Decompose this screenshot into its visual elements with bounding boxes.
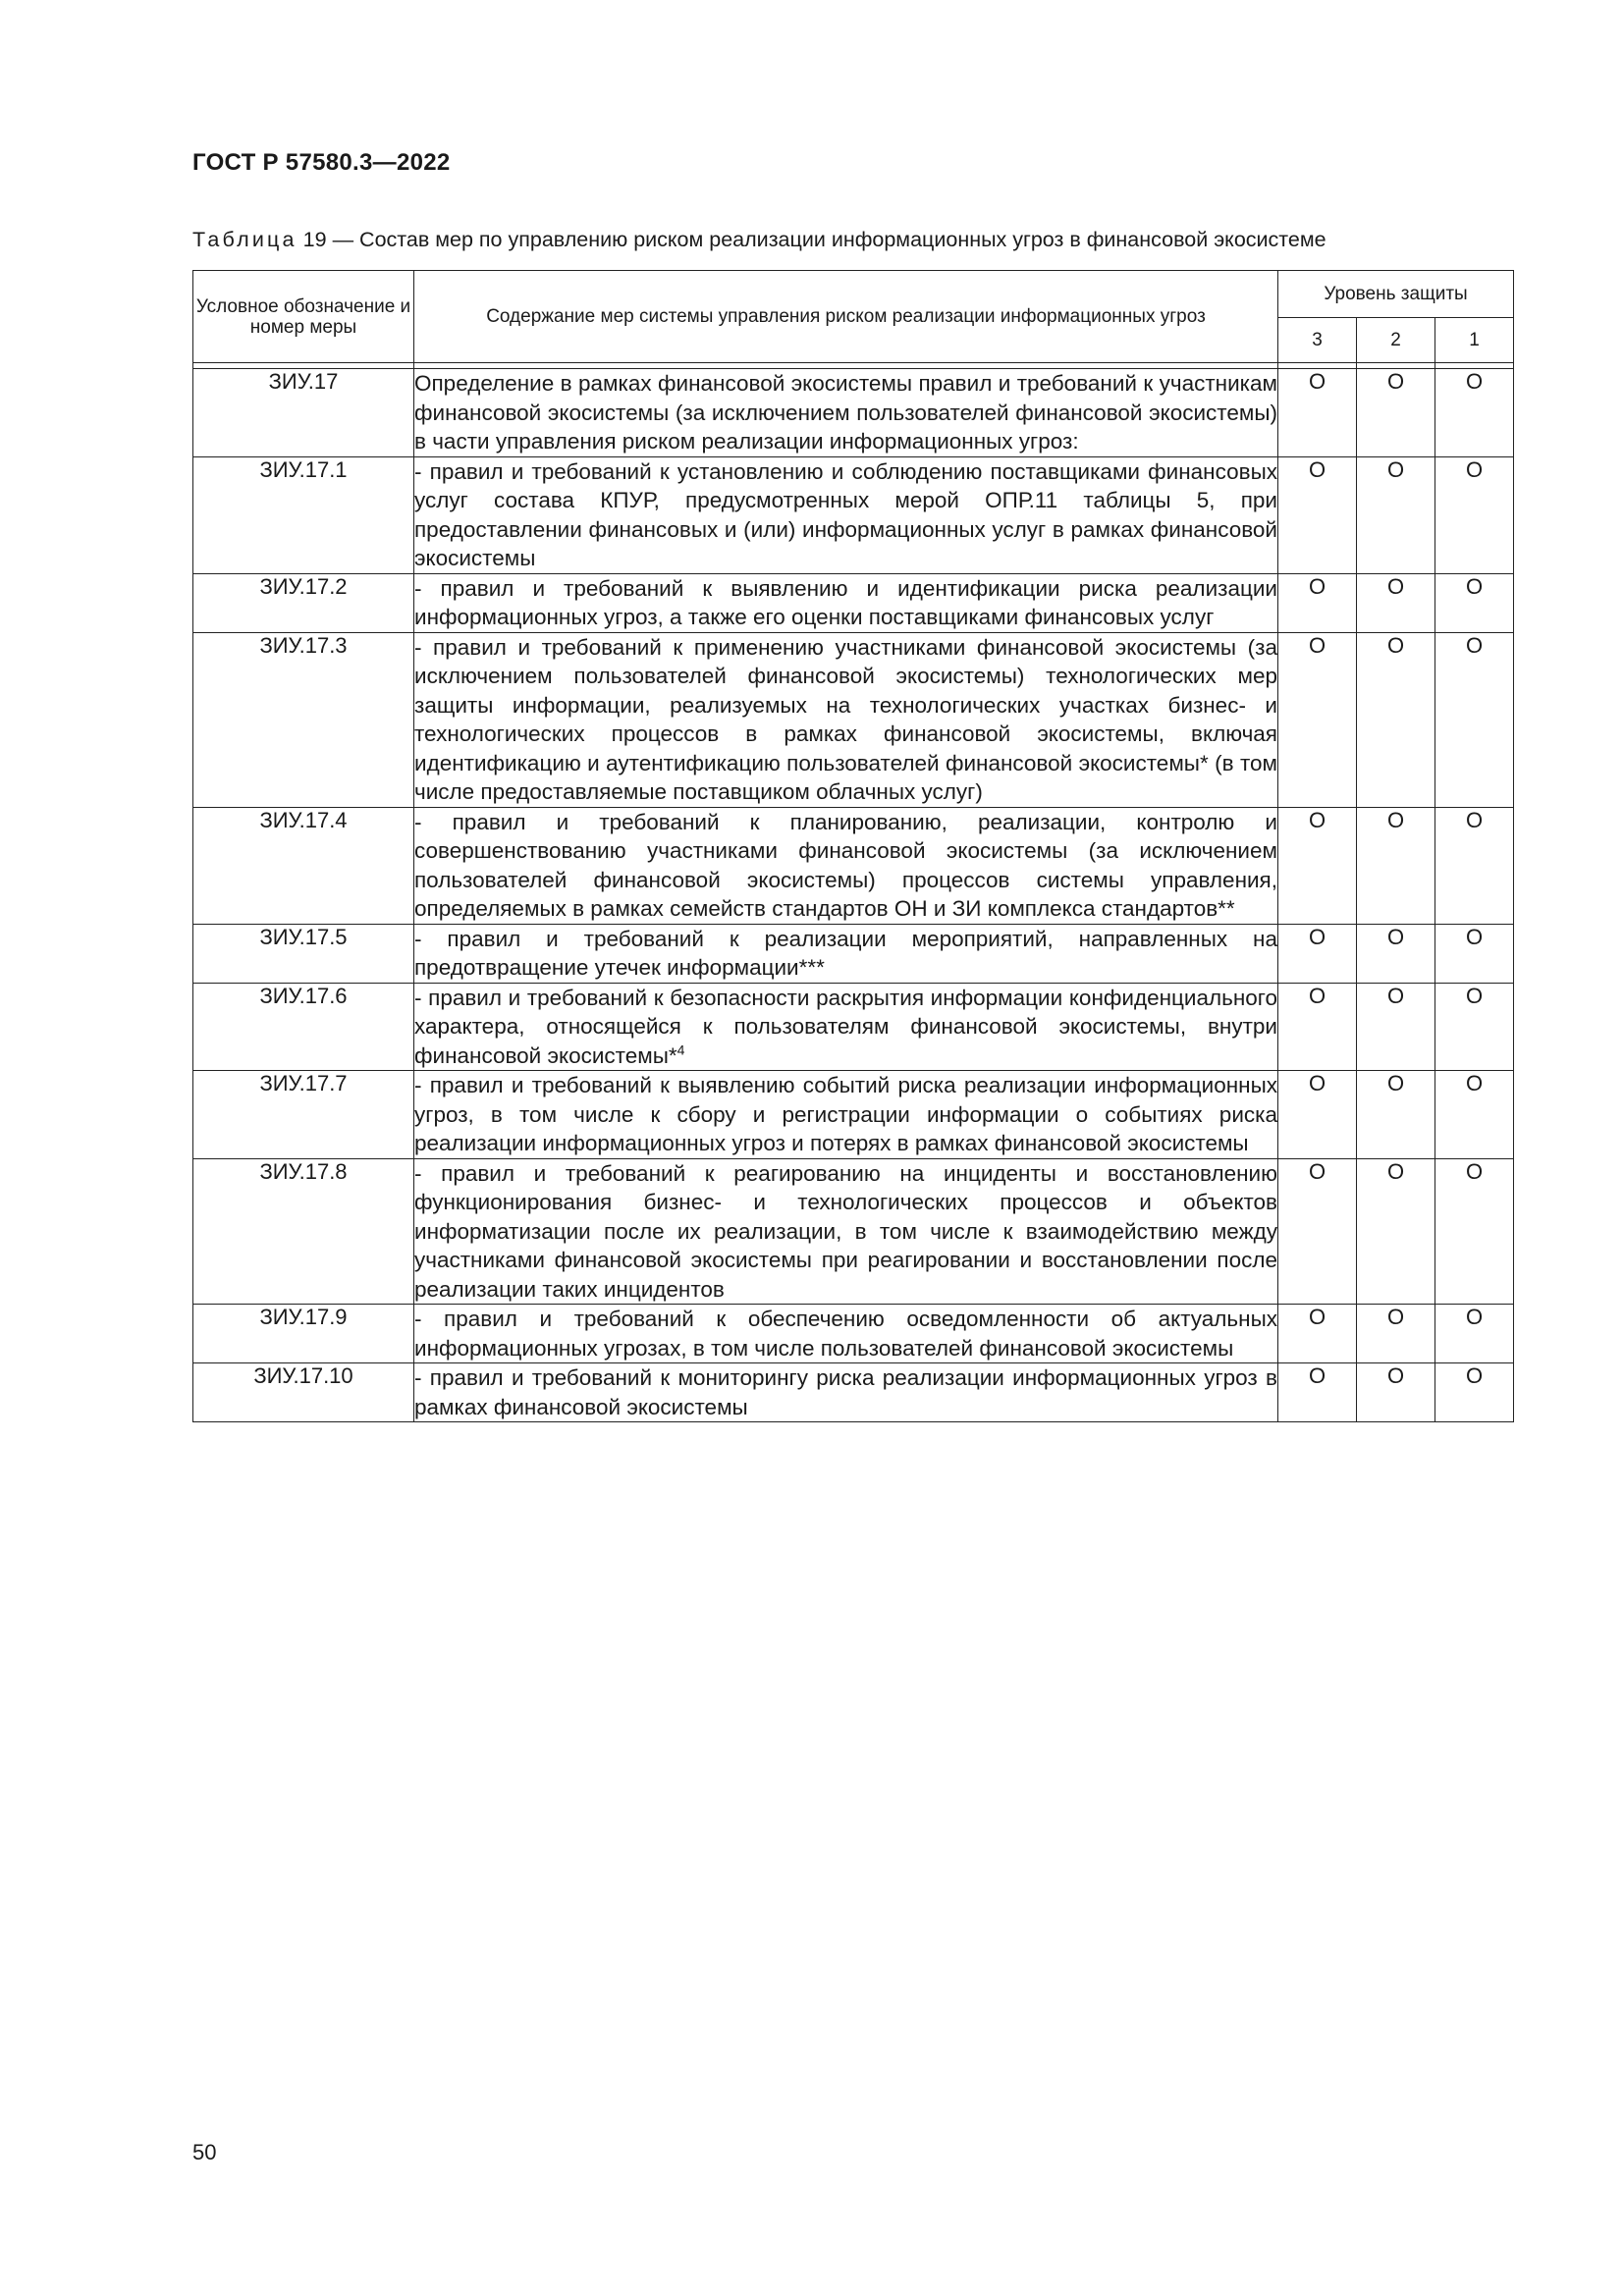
table-row: [193, 369, 1514, 457]
measure-code: ЗИУ.17.9: [193, 1305, 414, 1363]
table-row: [193, 1158, 1514, 1305]
column-header-content: Содержание мер системы управления риском реализации информационных угроз: [414, 271, 1278, 363]
level-2-mark: О: [1357, 1305, 1435, 1363]
level-2-mark: О: [1357, 1071, 1435, 1159]
level-3-mark: О: [1278, 807, 1357, 924]
measure-content: [414, 1363, 1278, 1422]
level-2-mark: О: [1357, 1363, 1435, 1422]
measure-content: [414, 573, 1278, 632]
level-2-mark: О: [1357, 924, 1435, 983]
level-2-mark: О: [1357, 456, 1435, 573]
level-3-mark: О: [1278, 1363, 1357, 1422]
measure-content-text: - правил и требований к реагированию на инциденты и восстановлению функционирования бизнес- и технологических процессов и объектов информатизации после их реализации, в том числе к взаимодействию между участниками финансовой экосистемы при реагировании и восстановлении после реализации таких инцидентов: [414, 1160, 1277, 1302]
measure-content: [414, 369, 1278, 457]
level-3-mark: О: [1278, 1305, 1357, 1363]
table-body: [193, 369, 1514, 1422]
measure-content: [414, 1071, 1278, 1159]
measure-content-text: - правил и требований к безопасности раскрытия информации конфиденциального характера, относящейся к пользователям финансовой экосистемы, внутри финансовой экосистемы*: [414, 985, 1277, 1068]
level-2-mark: О: [1357, 632, 1435, 807]
level-2-mark: О: [1357, 807, 1435, 924]
table-row: [193, 456, 1514, 573]
table-row: [193, 1305, 1514, 1363]
measure-code: ЗИУ.17.4: [193, 807, 414, 924]
page-number: 50: [192, 2140, 217, 2164]
measure-content-text: - правил и требований к обеспечению осведомленности об актуальных информационных угрозах, в том числе пользователей финансовой экосистемы: [414, 1307, 1277, 1361]
measure-content: [414, 924, 1278, 983]
table-row: [193, 573, 1514, 632]
column-header-level-3: 3: [1278, 318, 1357, 363]
measure-code: ЗИУ.17.6: [193, 983, 414, 1071]
table-row: [193, 632, 1514, 807]
measure-content: [414, 983, 1278, 1071]
column-header-code: Условное обозначение и номер меры: [193, 271, 414, 363]
table-caption-label: Таблица: [192, 228, 298, 251]
level-3-mark: О: [1278, 573, 1357, 632]
measure-content: [414, 1158, 1278, 1305]
measure-content-text: - правил и требований к установлению и соблюдению поставщиками финансовых услуг состава КПУР, предусмотренных мерой ОПР.11 таблицы 5, при предоставлении финансовых и (или) информационных услуг в рамках финансовой экосистемы: [414, 458, 1277, 570]
level-2-mark: О: [1357, 573, 1435, 632]
level-3-mark: О: [1278, 456, 1357, 573]
measure-content-text: - правил и требований к выявлению и идентификации риска реализации информационных угроз, а также его оценки поставщиками финансовых услуг: [414, 575, 1277, 629]
level-2-mark: О: [1357, 369, 1435, 457]
level-1-mark: О: [1435, 1071, 1514, 1159]
measure-content: [414, 456, 1278, 573]
column-header-level-2: 2: [1357, 318, 1435, 363]
measures-table: [192, 270, 1514, 1422]
level-1-mark: О: [1435, 573, 1514, 632]
measure-code: ЗИУ.17.5: [193, 924, 414, 983]
level-2-mark: О: [1357, 983, 1435, 1071]
table-row: [193, 1071, 1514, 1159]
measure-code: ЗИУ.17.2: [193, 573, 414, 632]
level-1-mark: О: [1435, 807, 1514, 924]
level-1-mark: О: [1435, 924, 1514, 983]
table-row: [193, 1363, 1514, 1422]
measure-content: [414, 807, 1278, 924]
level-3-mark: О: [1278, 632, 1357, 807]
column-header-protection-level: Уровень защиты: [1278, 271, 1514, 318]
measure-code: ЗИУ.17.3: [193, 632, 414, 807]
measure-code: ЗИУ.17.7: [193, 1071, 414, 1159]
measure-code: ЗИУ.17: [193, 369, 414, 457]
level-3-mark: О: [1278, 369, 1357, 457]
table-row: [193, 983, 1514, 1071]
level-1-mark: О: [1435, 1363, 1514, 1422]
measure-content-text: - правил и требований к мониторингу риска реализации информационных угроз в рамках финансовой экосистемы: [414, 1365, 1277, 1419]
footnote-marker: 4: [677, 1041, 685, 1057]
measure-code: ЗИУ.17.10: [193, 1363, 414, 1422]
level-2-mark: О: [1357, 1158, 1435, 1305]
measure-content-text: - правил и требований к применению участниками финансовой экосистемы (за исключением пользователей финансовой экосистемы) технологических мер защиты информации, реализуемых на технологических участках бизнес- и технологических процессов в рамках финансовой экосистемы, включая идентификацию и аутентификацию пользователей финансовой экосистемы* (в том числе предоставляемые поставщиком облачных услуг): [414, 634, 1277, 804]
measure-code: ЗИУ.17.1: [193, 456, 414, 573]
level-1-mark: О: [1435, 983, 1514, 1071]
measure-content-text: - правил и требований к планированию, реализации, контролю и совершенствованию участниками финансовой экосистемы (за исключением пользователей финансовой экосистемы) процессов системы управления, определяемых в рамках семейств стандартов ОН и ЗИ комплекса стандартов**: [414, 809, 1277, 921]
table-caption-text: 19 — Состав мер по управлению риском реализации информационных угроз в финансовой экосистеме: [297, 228, 1326, 251]
table-caption: [192, 228, 1513, 252]
table-row: [193, 807, 1514, 924]
level-1-mark: О: [1435, 456, 1514, 573]
measure-content: [414, 1305, 1278, 1363]
level-1-mark: О: [1435, 1305, 1514, 1363]
measure-content-text: Определение в рамках финансовой экосистемы правил и требований к участникам финансовой экосистемы (за исключением пользователей финансовой экосистемы) в части управления риском реализации информационных угроз:: [414, 371, 1277, 454]
column-header-level-1: 1: [1435, 318, 1514, 363]
level-3-mark: О: [1278, 1158, 1357, 1305]
table-row: [193, 924, 1514, 983]
level-3-mark: О: [1278, 983, 1357, 1071]
level-3-mark: О: [1278, 1071, 1357, 1159]
measure-code: ЗИУ.17.8: [193, 1158, 414, 1305]
measure-content-text: - правил и требований к реализации мероприятий, направленных на предотвращение утечек информации***: [414, 926, 1277, 980]
document-header: ГОСТ Р 57580.3—2022: [192, 149, 451, 176]
level-3-mark: О: [1278, 924, 1357, 983]
level-1-mark: О: [1435, 369, 1514, 457]
measure-content: [414, 632, 1278, 807]
level-1-mark: О: [1435, 632, 1514, 807]
measure-content-text: - правил и требований к выявлению событий риска реализации информационных угроз, в том числе к сбору и регистрации информации о событиях риска реализации информационных угроз и потерях в рамках финансовой экосистемы: [414, 1073, 1277, 1155]
level-1-mark: О: [1435, 1158, 1514, 1305]
